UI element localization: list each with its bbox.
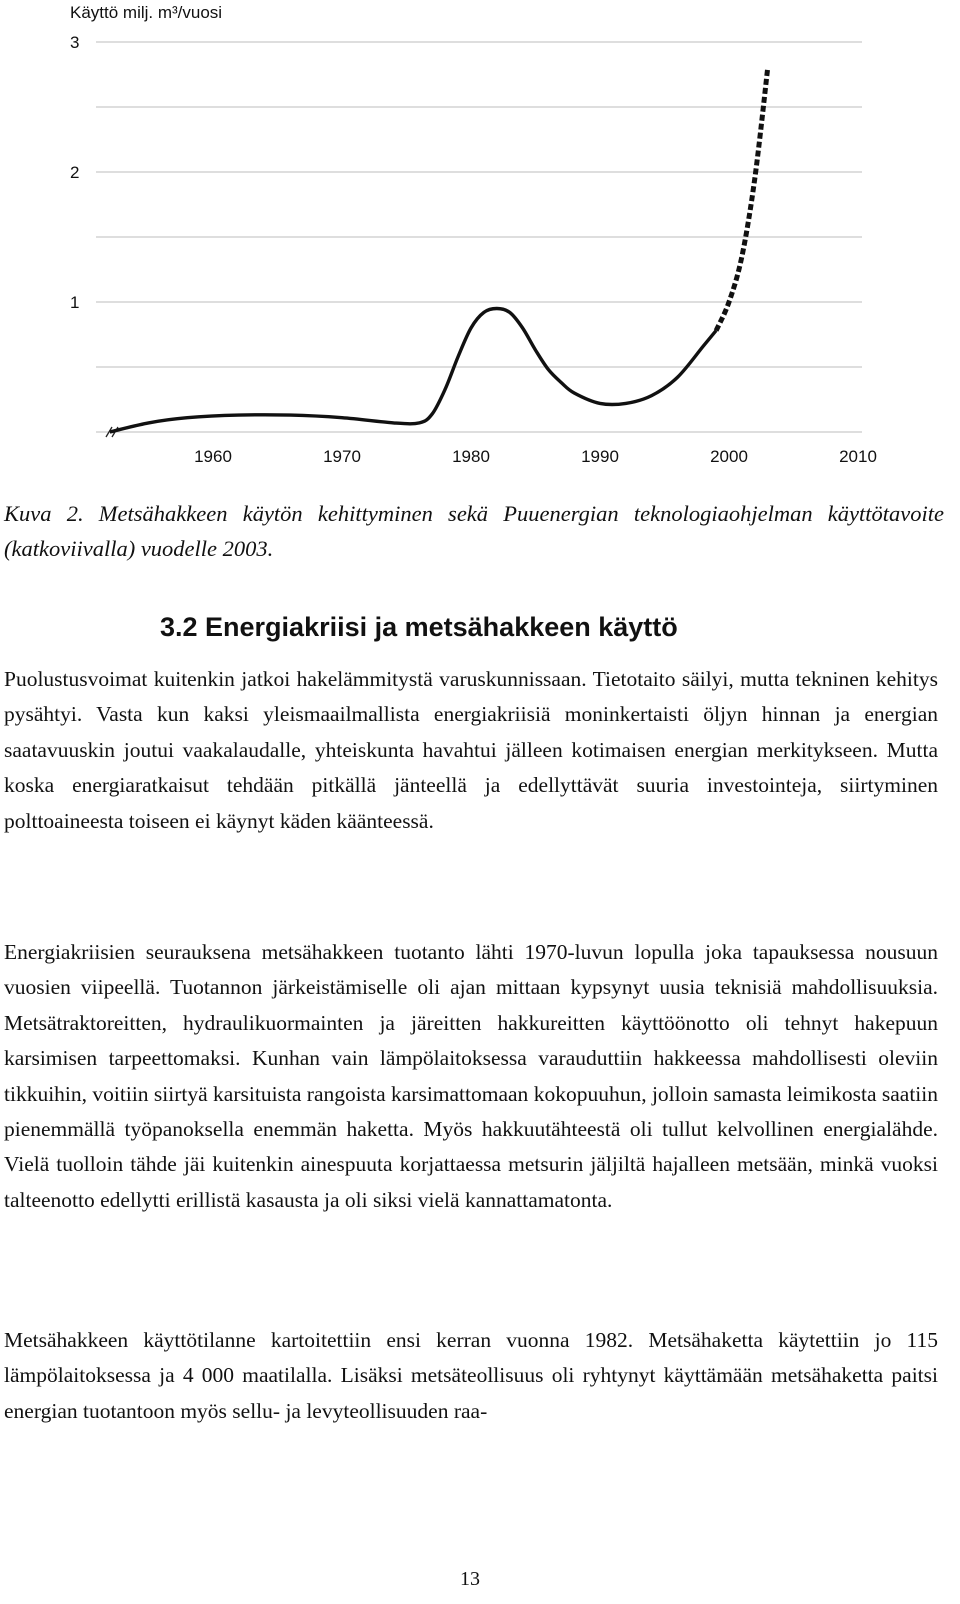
x-tick-label: 1990 bbox=[581, 447, 619, 466]
x-tick-labels bbox=[194, 447, 877, 466]
section-heading: 3.2 Energiakriisi ja metsähakkeen käyttö bbox=[160, 612, 678, 642]
y-tick-labels bbox=[70, 33, 79, 312]
paragraph-1: Puolustusvoimat kuitenkin jatkoi hakelämmitystä varuskunnissaan. Tietotaito säilyi, mutta tekninen kehitys pysähtyi. Vasta kun kaksi yleismaailmallista energiakriisiä moninkertaisti öljyn hinnan ja energian saatavuuskin joutui vaakalaudalle, yhteiskunta havahtui jälleen kotimaisen energian merkitykseen. Mutta koska energiaratkaisut tehdään pitkällä jänteellä ja edellyttävät suuria investointeja, siirtyminen polttoaineesta toiseen ei käynyt käden käänteessä. bbox=[4, 667, 938, 833]
x-tick-label: 1980 bbox=[452, 447, 490, 466]
y-tick-label: 3 bbox=[70, 33, 80, 52]
page-number: 13 bbox=[460, 1568, 480, 1590]
y-axis-title: Käyttö milj. m³/vuosi bbox=[70, 3, 223, 22]
x-tick-label: 1960 bbox=[194, 447, 232, 466]
x-tick-label: 2000 bbox=[710, 447, 748, 466]
paragraph-3: Metsähakkeen käyttötilanne kartoitettiin ensi kerran vuonna 1982. Metsähaketta käytettiin jo 115 lämpölaitoksessa ja 4 000 maatilalla. Lisäksi metsäteollisuus oli ryhtynyt käyttämään metsähaketta paitsi energian tuotantoon myös sellu- ja levyteollisuuden raa- bbox=[4, 1328, 938, 1423]
usage-chart bbox=[0, 0, 960, 490]
y-tick-label: 1 bbox=[70, 293, 80, 312]
y-tick-label: 2 bbox=[70, 163, 80, 182]
usage-line-solid bbox=[110, 309, 716, 433]
figure-caption: Kuva 2. Metsähakkeen käytön kehittyminen sekä Puuenergian teknologiaohjelman käyttötavoite (katkoviivalla) vuodelle 2003. bbox=[4, 501, 944, 561]
chart-gridlines bbox=[96, 42, 862, 432]
x-tick-label: 1970 bbox=[323, 447, 361, 466]
paragraph-2: Energiakriisien seurauksena metsähakkeen tuotanto lähti 1970-luvun lopulla joka tapauksessa nousuun vuosien viipeellä. Tuotannon järkeistämiselle oli ajan mittaan kypsynyt uusia teknisiä mahdollisuuksia. Metsätraktoreitten, hydraulikuormainten ja järeitten hakkureitten käyttöönotto oli tehnyt hakepuun karsimisen tarpeettomaksi. Kunhan vain lämpölaitoksessa varauduttiin hakkeessa mahdollisesti oleviin tikkuihin, voitiin siirtyä karsituista rangoista karsimattomaan kokopuuhun, jolloin samasta leimikosta saatiin pienemmällä työpanoksella enemmän haketta. Myös hakkuutähteestä oli tullut kelvollinen energialähde. Vielä tuolloin tähde jäi kuitenkin ainespuuta korjattaessa metsurin jäljiltä hajalleen metsään, minkä vuoksi talteenotto edellytti erillistä kasausta ja oli siksi vielä kannattamatonta. bbox=[4, 940, 938, 1212]
chart-series bbox=[110, 68, 768, 432]
x-tick-label: 2010 bbox=[839, 447, 877, 466]
